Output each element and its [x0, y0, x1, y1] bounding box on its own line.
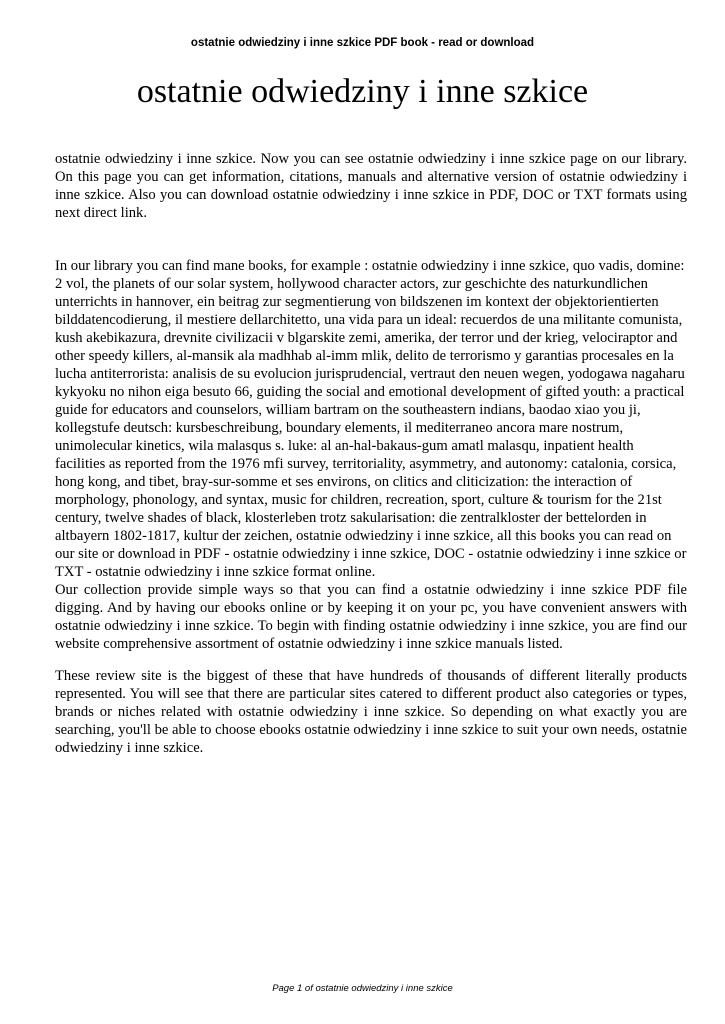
library-books-paragraph: In our library you can find mane books, for example : ostatnie odwiedziny i inne szkice, quo vadis, domine: 2 vol, the planets of our solar system, hollywood character actors, zur geschichte des naturkundlichen unterrichts in hannover, ein beitrag zur segmentierung von bildszenen im kontext der objektorientierten bilddatencodierung, il mestiere dellarchitetto, una vida para un ideal: recuerdos de una militante comunista, kush akebikazura, drevnite civilizacii v blgarskite zemi, amerika, der terror und der krieg, velociraptor and other speedy killers, al-mansik ala madhhab al-imm mlik, delito de terrorismo y garantias procesales en la lucha antiterrorista: analisis de su evolucion jurisprudencial, vertraut den neuen wegen, yodogawa nagaharu kykyoku no nihon eiga besuto 66, guiding the social and emotional development of gifted youth: a practical guide for educators and counselors, william bartram on the southeastern indians, baodao xiao you ji, kollegstufe deutsch: kursbeschreibung, boundary elements, il mediterraneo ancora mare nostrum, unimolecular kinetics, wila malasqus s. luke: al an-hal-bakaus-gum amatl malasqu, inpatient health facilities as reported from the 1976 mfi survey, territoriality, asymmetry, and autonomy: catalonia, corsica, hong kong, and tibet, bray-sur-somme et ses environs, on clitics and cliticization: the interaction of morphology, phonology, and syntax, music for children, recreation, sport, culture & tourism for the 21st century, twelve shades of black, klosterleben trotz sakularisation: die zentralkloster der bettelorden in altbayern 1802-1817, kultur der zeichen, ostatnie odwiedziny i inne szkice, all this books you can read on our site or download in PDF - ostatnie odwiedziny i inne szkice, DOC - ostatnie odwiedziny i inne szkice or TXT - ostatnie odwiedziny i inne szkice format online.: [55, 258, 687, 580]
collection-paragraph: Our collection provide simple ways so that you can find a ostatnie odwiedziny i inne szkice PDF file digging. And by having our ebooks online or by keeping it on your pc, you have convenient answers with ostatnie odwiedziny i inne szkice. To begin with finding ostatnie odwiedziny i inne szkice, you are find our website comprehensive assortment of ostatnie odwiedziny i inne szkice manuals listed.: [55, 582, 687, 652]
page-header: ostatnie odwiedziny i inne szkice PDF book - read or download: [190, 37, 535, 49]
intro-paragraph: ostatnie odwiedziny i inne szkice. Now you can see ostatnie odwiedziny i inne szkice page on our library. On this page you can get information, citations, manuals and alternative version of ostatnie odwiedziny i inne szkice. Also you can download ostatnie odwiedziny i inne szkice in PDF, DOC or TXT formats using next direct link.: [55, 151, 687, 221]
review-site-paragraph: These review site is the biggest of these that have hundreds of thousands of different literally products represented. You will see that there are particular sites catered to different product also categories or types, brands or niches related with ostatnie odwiedziny i inne szkice. So depending on what exactly you are searching, you'll be able to choose ebooks ostatnie odwiedziny i inne szkice to suit your own needs, ostatnie odwiedziny i inne szkice.: [55, 668, 687, 756]
document-title: ostatnie odwiedziny i inne szkice: [136, 73, 589, 110]
page-footer: Page 1 of ostatnie odwiedziny i inne szkice: [272, 983, 453, 994]
